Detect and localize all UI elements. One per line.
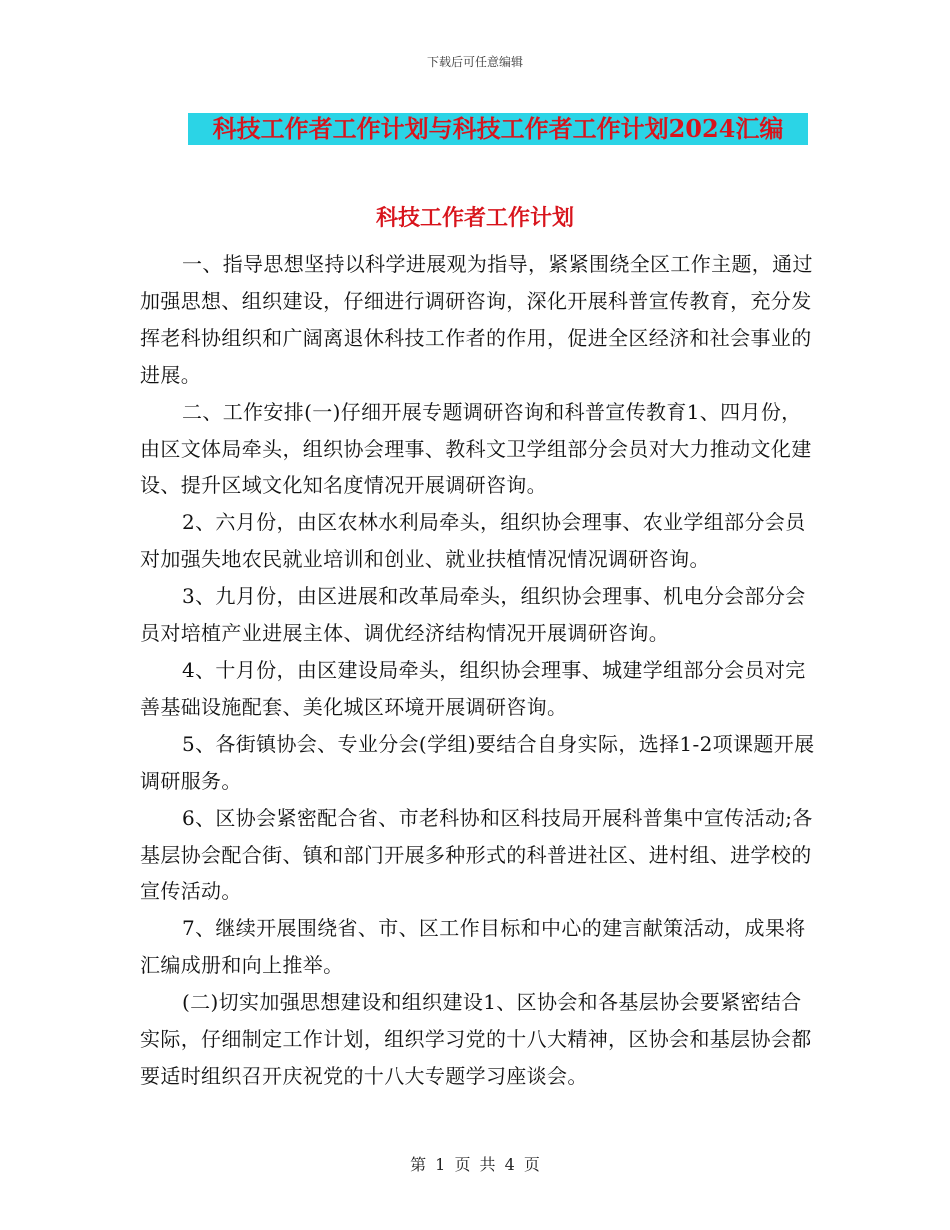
paragraph: 二、工作安排(一)仔细开展专题调研咨询和科普宣传教育1、四月份，由区文体局牵头，组织协会理事、教科文卫学组部分会员对大力推动文化建设、提升区域文化知名度情况开展调研咨询。	[140, 399, 812, 498]
paragraph: 6、区协会紧密配合省、市老科协和区科技局开展科普集中宣传活动;各基层协会配合街、镇和部门开展多种形式的科普进社区、进村组、进学校的宣传活动。	[140, 805, 813, 904]
paragraph: 5、各街镇协会、专业分会(学组)要结合自身实际，选择1-2项课题开展调研服务。	[140, 731, 815, 793]
paragraph: 4、十月份，由区建设局牵头，组织协会理事、城建学组部分会员对完善基础设施配套、美化城区环境开展调研咨询。	[140, 657, 806, 719]
section-title: 科技工作者工作计划	[375, 205, 574, 231]
paragraph: 2、六月份，由区农林水利局牵头，组织协会理事、农业学组部分会员对加强失地农民就业培训和创业、就业扶植情况情况调研咨询。	[140, 510, 806, 572]
paragraph: (二)切实加强思想建设和组织建设1、区协会和各基层协会要紧密结合实际，仔细制定工作计划，组织学习党的十八大精神，区协会和基层协会都要适时组织召开庆祝党的十八大专题学习座谈会。	[140, 990, 812, 1088]
paragraph: 7、继续开展围绕省、市、区工作目标和中心的建言献策活动，成果将汇编成册和向上推举。	[140, 916, 806, 978]
paragraph: 一、指导思想坚持以科学进展观为指导，紧紧围绕全区工作主题，通过加强思想、组织建设，仔细进行调研咨询，深化开展科普宣传教育，充分发挥老科协组织和广阔离退休科技工作者的作用，促进全区经济和社会事业的进展。	[140, 252, 813, 387]
page-number: 第 1 页 共 4 页	[410, 1155, 540, 1174]
header-note: 下载后可任意编辑	[426, 55, 523, 69]
document-title: 科技工作者工作计划与科技工作者工作计划2024汇编	[188, 113, 808, 145]
paragraph: 3、九月份，由区进展和改革局牵头，组织协会理事、机电分会部分会员对培植产业进展主体、调优经济结构情况开展调研咨询。	[140, 584, 806, 646]
document-body	[140, 246, 816, 1095]
